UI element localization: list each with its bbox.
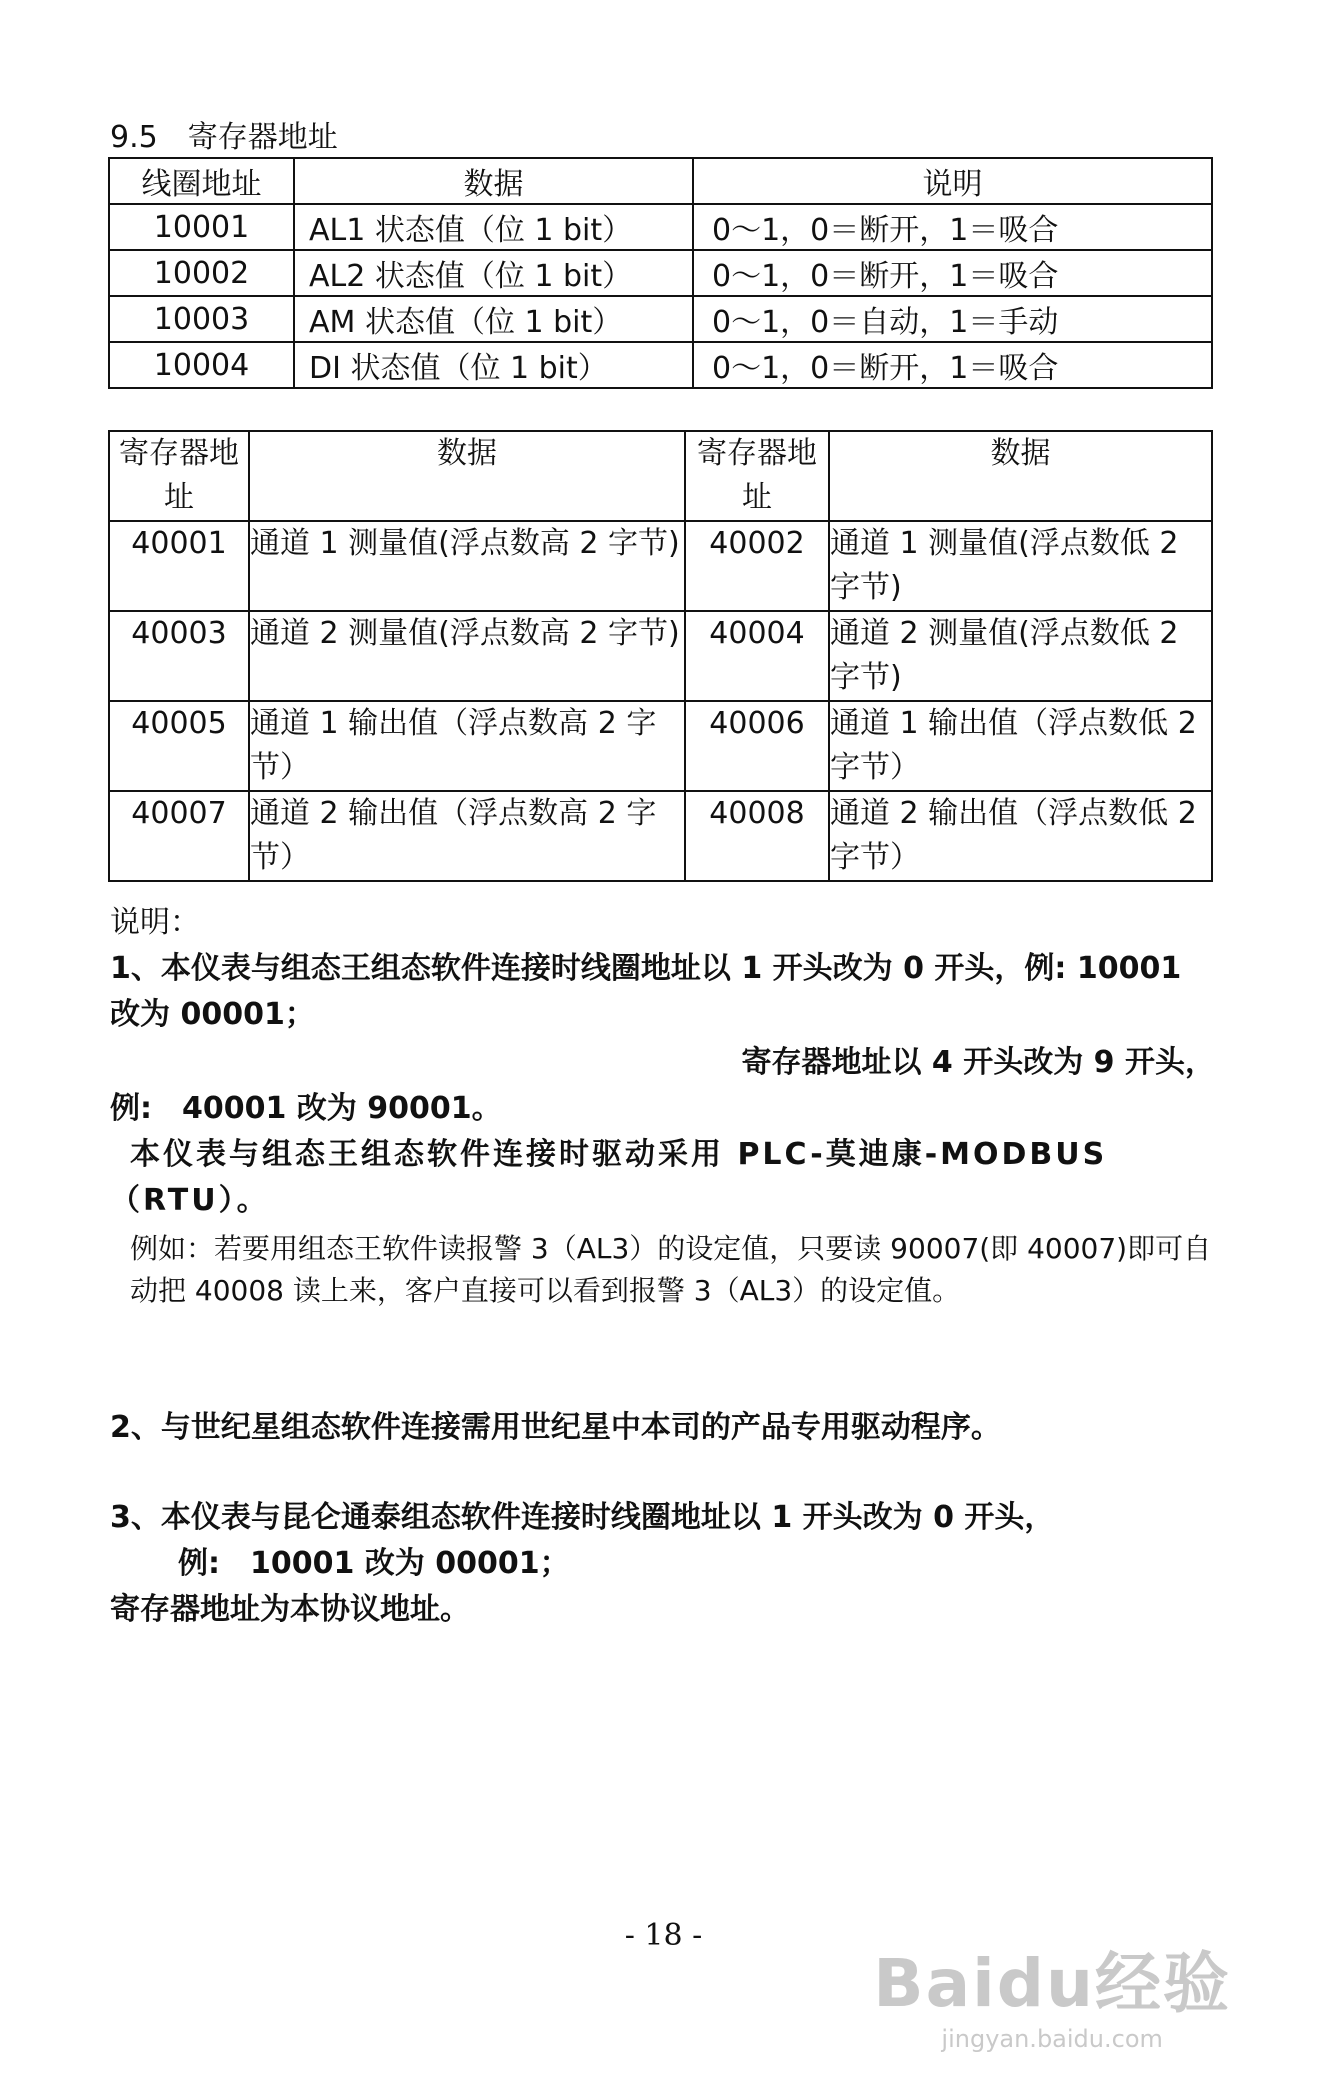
table-cell: 10003 [109, 296, 294, 342]
register-address-table [108, 430, 1213, 882]
table-cell: 10004 [109, 342, 294, 388]
table-cell: 通道 2 输出值（浮点数低 2 字节） [829, 791, 1212, 881]
note-1-line-4: 本仪表与组态王组态软件连接时驱动采用 PLC-莫迪康-MODBUS（RTU）。 [110, 1137, 1108, 1218]
column-header: 说明 [693, 158, 1212, 204]
table-cell: 通道 1 测量值(浮点数高 2 字节) [249, 521, 685, 611]
coil-address-table [108, 157, 1213, 389]
table-cell: AM 状态值（位 1 bit） [294, 296, 693, 342]
table-cell: 40004 [685, 611, 829, 701]
table-row [109, 611, 1212, 701]
note-1-line-3: 例: 40001 改为 90001。 [110, 1091, 502, 1126]
table-cell: 40005 [109, 701, 249, 791]
note-3-line-1: 3、本仪表与昆仑通泰组态软件连接时线圈地址以 1 开头改为 0 开头， [110, 1500, 1055, 1535]
note-3-line-3: 寄存器地址为本协议地址。 [110, 1592, 470, 1627]
table-row [109, 521, 1212, 611]
table-cell: 0～1，0＝自动，1＝手动 [693, 296, 1212, 342]
table-cell: 0～1，0＝断开，1＝吸合 [693, 342, 1212, 388]
watermark-url: jingyan.baidu.com [941, 2025, 1163, 2053]
table-cell: 通道 2 测量值(浮点数高 2 字节) [249, 611, 685, 701]
table-cell: AL2 状态值（位 1 bit） [294, 250, 693, 296]
table-row [109, 250, 1212, 296]
table-cell: 通道 1 输出值（浮点数低 2 字节） [829, 701, 1212, 791]
table-row [109, 342, 1212, 388]
column-header: 数据 [294, 158, 693, 204]
column-header: 寄存器地址 [685, 431, 829, 521]
table-cell: 40008 [685, 791, 829, 881]
table-cell: 10001 [109, 204, 294, 250]
table-cell: 40006 [685, 701, 829, 791]
table-cell: 40002 [685, 521, 829, 611]
table-cell: 40007 [109, 791, 249, 881]
column-header: 数据 [829, 431, 1212, 521]
table-cell: 通道 1 测量值(浮点数低 2 字节) [829, 521, 1212, 611]
table-row [109, 701, 1212, 791]
table-cell: 0～1，0＝断开，1＝吸合 [693, 250, 1212, 296]
table-cell: 通道 1 输出值（浮点数高 2 字节） [249, 701, 685, 791]
table-cell: 40003 [109, 611, 249, 701]
note-3-line-2: 例: 10001 改为 00001； [178, 1546, 570, 1581]
table-row [109, 791, 1212, 881]
column-header: 线圈地址 [109, 158, 294, 204]
table-cell: 0～1，0＝断开，1＝吸合 [693, 204, 1212, 250]
table-cell: 10002 [109, 250, 294, 296]
section-heading: 9.5 寄存器地址 [110, 120, 338, 155]
notes-title: 说明： [110, 905, 200, 940]
note-1-line-1: 1、本仪表与组态王组态软件连接时线圈地址以 1 开头改为 0 开头，例: 10001 改为 00001； [110, 951, 1182, 1032]
baidu-watermark [873, 1930, 1231, 2053]
note-1-example: 例如：若要用组态王软件读报警 3（AL3）的设定值，只要读 90007(即 40007)即可自动把 40008 读上来，客户直接可以看到报警 3（AL3）的设定值。 [130, 1232, 1212, 1307]
column-header: 数据 [249, 431, 685, 521]
table-row [109, 204, 1212, 250]
note-2: 2、与世纪星组态软件连接需用世纪星中本司的产品专用驱动程序。 [110, 1410, 1001, 1445]
table-cell: 通道 2 输出值（浮点数高 2 字节） [249, 791, 685, 881]
table-cell: 40001 [109, 521, 249, 611]
table-row [109, 296, 1212, 342]
note-1-line-2: 寄存器地址以 4 开头改为 9 开头， [741, 1045, 1215, 1080]
table-header-row [109, 158, 1212, 204]
page-number: - 18 - [624, 1918, 703, 1953]
table-cell: DI 状态值（位 1 bit） [294, 342, 693, 388]
column-header: 寄存器地址 [109, 431, 249, 521]
table-cell: 通道 2 测量值(浮点数低 2 字节) [829, 611, 1212, 701]
watermark-logo: Baidu经验 [873, 1945, 1231, 2022]
table-header-row [109, 431, 1212, 521]
table-cell: AL1 状态值（位 1 bit） [294, 204, 693, 250]
